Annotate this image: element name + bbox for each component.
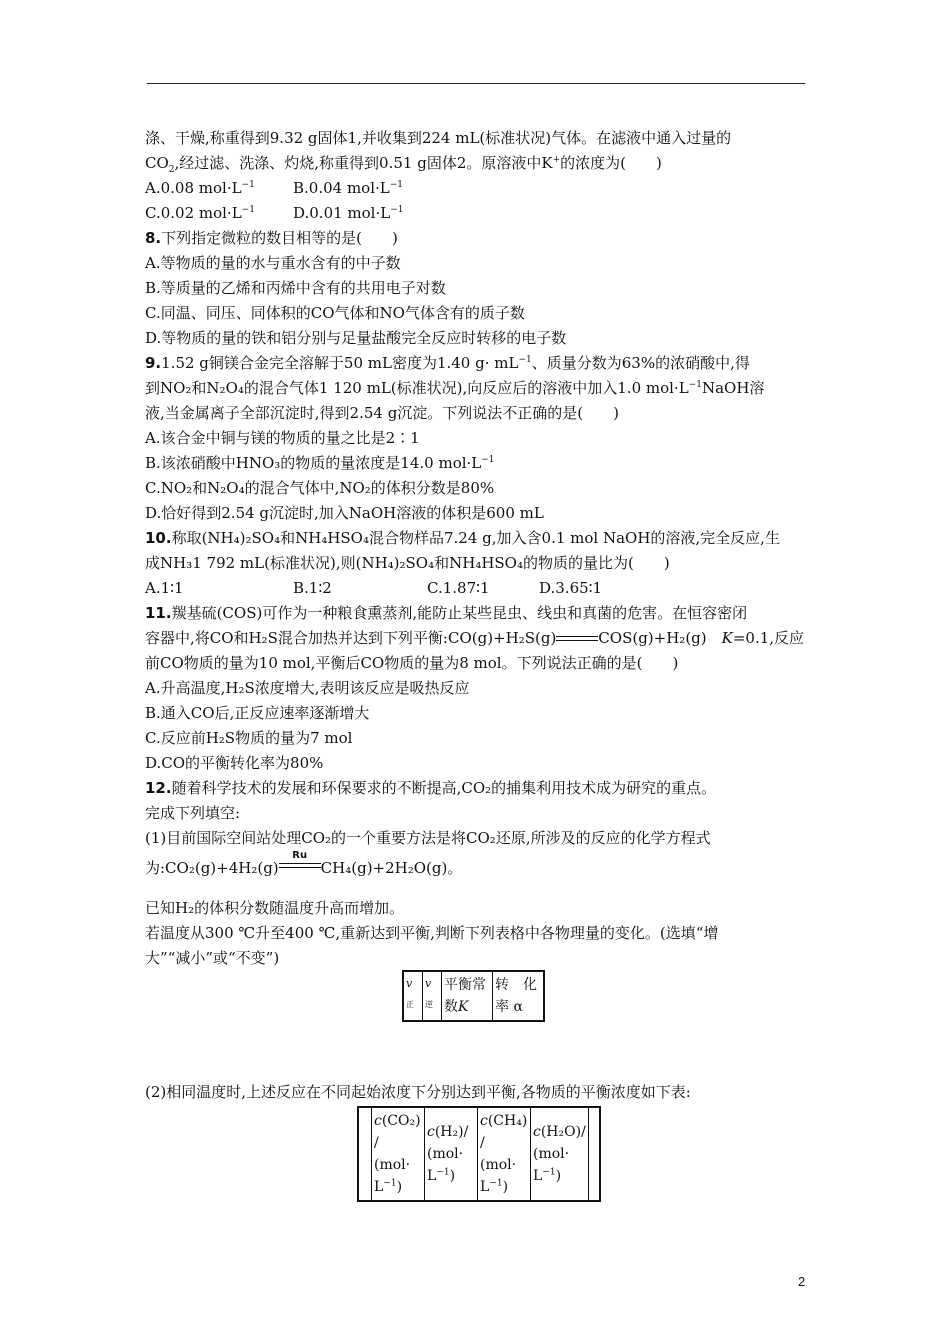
q7-line1: 涤、干燥,称重得到9.32 g固体1,并收集到224 mL(标准状况)气体。在滤液中通入过量的 xyxy=(145,129,732,147)
page-number: 2 xyxy=(798,1274,806,1289)
q10-option-a: A.1∶1 xyxy=(145,579,184,597)
q12-known: 已知H₂的体积分数随温度升高而增加。 xyxy=(145,899,405,917)
q8-option-c: C.同温、同压、同体积的CO气体和NO气体含有的质子数 xyxy=(145,304,525,322)
q9-line1: 9.1.52 g铜镁合金完全溶解于50 mL密度为1.40 $g\cdot mL^{-1}$、质量分数为63%的浓硝酸中,得 xyxy=(145,354,750,372)
q10-option-d: D.3.65∶1 xyxy=(539,579,603,597)
q12-line1: 12.随着科学技术的发展和环保要求的不断提高,CO₂的捕集利用技术成为研究的重点。 xyxy=(145,779,717,797)
change-table xyxy=(402,970,545,1022)
q12-temp-line1: 若温度从300 ℃升至400 ℃,重新达到平衡,判断下列表格中各物理量的变化。(选填“增 xyxy=(145,924,719,942)
q10-line1: 10.称取(NH₄)₂SO₄和NH₄HSO₄混合物样品7.24 g,加入含0.1 mol NaOH的溶液,完全反应,生 xyxy=(145,529,780,547)
q8-stem: 8.下列指定微粒的数目相等的是( ) xyxy=(145,229,398,247)
q7-options-ab xyxy=(145,178,403,198)
q10-line2: 成NH₃1 792 mL(标准状况),则(NH₄)₂SO₄和NH₄HSO₄的物质的量比为( ) xyxy=(145,554,670,572)
q7-option-a: A.0.08 $mol\cdot L^{-1}$ xyxy=(145,179,255,197)
q8-option-a: A.等物质的量的水与重水含有的中子数 xyxy=(145,254,401,272)
c-h2o-header: c(H₂O)/ (mol· $L^{-1}$) xyxy=(531,1107,589,1201)
k-header: 平衡常 数K xyxy=(442,971,493,1021)
v-reverse-header: v 逆 xyxy=(423,971,442,1021)
table-row xyxy=(403,971,544,1021)
q10-option-c: C.1.87∶1 xyxy=(427,579,490,597)
catalyst-equilibrium-arrow-icon: Ru xyxy=(279,856,321,876)
q11-option-d: D.CO的平衡转化率为80% xyxy=(145,754,324,772)
q7-option-c: C.0.02 $mol\cdot L^{-1}$ xyxy=(145,204,255,222)
q9-line3: 液,当金属离子全部沉淀时,得到2.54 g沉淀。下列说法不正确的是( ) xyxy=(145,404,620,422)
equilibrium-arrow-icon xyxy=(556,634,598,644)
concentration-table xyxy=(357,1106,601,1202)
c-h2-header: c(H₂)/ (mol· $L^{-1}$) xyxy=(425,1107,478,1201)
q11-option-b: B.通入CO后,正反应速率逐渐增大 xyxy=(145,704,370,722)
q12-line2: 完成下列填空: xyxy=(145,804,241,822)
header-rule xyxy=(147,83,805,84)
q12-temp-line2: 大”“减小”或“不变”) xyxy=(145,949,280,967)
q11-line1: 11.羰基硫(COS)可作为一种粮食熏蒸剂,能防止某些昆虫、线虫和真菌的危害。在恒容密闭 xyxy=(145,604,748,622)
q8-option-d: D.等物质的量的铁和铝分别与足量盐酸完全反应时转移的电子数 xyxy=(145,329,567,347)
q9-option-a: A.该合金中铜与镁的物质的量之比是2∶1 xyxy=(145,429,420,447)
v-forward-header: v 正 xyxy=(403,971,423,1021)
q12-part1-equation: 为:CO₂(g)+4H₂(g) Ru CH₄(g)+2H₂O(g)。 xyxy=(145,850,463,877)
q7-line2: $CO_2$,经过滤、洗涤、灼烧,称重得到0.51 g固体2。原溶液中K+的浓度为( ) xyxy=(145,154,662,175)
q9-option-c: C.NO₂和N₂O₄的混合气体中,NO₂的体积分数是80% xyxy=(145,479,495,497)
q8-option-b: B.等质量的乙烯和丙烯中含有的共用电子对数 xyxy=(145,279,446,297)
q12-part2-line: (2)相同温度时,上述反应在不同起始浓度下分别达到平衡,各物质的平衡浓度如下表: xyxy=(145,1083,691,1101)
alpha-header: 转 化 率 α xyxy=(493,971,545,1021)
q10-options xyxy=(145,578,602,598)
q7-options-cd xyxy=(145,203,404,223)
blank-cell xyxy=(588,1107,600,1201)
q7-option-b: B.0.04 $mol\cdot L^{-1}$ xyxy=(293,179,404,197)
q9-option-d: D.恰好得到2.54 g沉淀时,加入NaOH溶液的体积是600 mL xyxy=(145,504,544,522)
q11-option-c: C.反应前H₂S物质的量为7 mol xyxy=(145,729,353,747)
c-co2-header: c(CO₂) / (mol· $L^{-1}$) xyxy=(372,1107,425,1201)
c-ch4-header: c(CH₄) / (mol· $L^{-1}$) xyxy=(478,1107,531,1201)
q11-line3: 前CO物质的量为10 mol,平衡后CO物质的量为8 mol。下列说法正确的是( ) xyxy=(145,654,679,672)
q11-option-a: A.升高温度,H₂S浓度增大,表明该反应是吸热反应 xyxy=(145,679,470,697)
q9-line2: 到NO₂和N₂O₄的混合气体1 120 mL(标准状况),向反应后的溶液中加入1.0 $mol\cdot L^{-1}NaOH$溶 xyxy=(145,379,765,397)
q12-part1-line1: (1)目前国际空间站处理CO₂的一个重要方法是将CO₂还原,所涉及的反应的化学方程式 xyxy=(145,829,711,847)
table-row xyxy=(358,1107,600,1201)
q9-option-b: B.该浓硝酸中HNO₃的物质的量浓度是14.0 $mol\cdot L^{-1}$ xyxy=(145,454,495,472)
q7-option-d: D.0.01 $mol\cdot L^{-1}$ xyxy=(293,204,404,222)
q10-option-b: B.1∶2 xyxy=(293,579,332,597)
blank-cell xyxy=(358,1107,372,1201)
q11-line2: 容器中,将CO和H₂S混合加热并达到下列平衡:CO(g)+H₂S(g) COS(g)+H₂(g) K=0.1,反应 xyxy=(145,629,805,647)
